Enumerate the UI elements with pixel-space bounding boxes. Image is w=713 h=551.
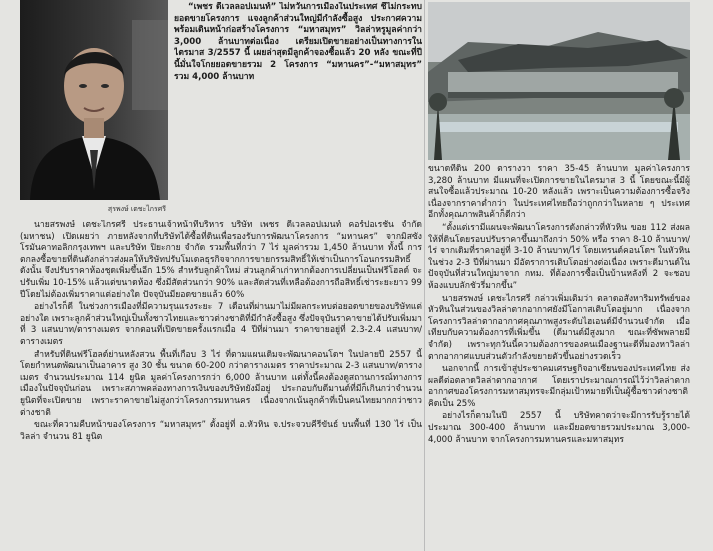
paragraph: ขนาดที่ดิน 200 ตารางวา ราคา 35-45 ล้านบาท มูลค่าโครงการ 3,280 ล้านบาท มีแผนที่จะเปิดการขายในไตรมาส 3 นี้ โดยขณะนี้มีผู้สนใจซื้อแล้วประมาณ 10-20 หลังแล้ว เพราะเป็นความต้องการซื้อจริง เนื่องจากราคาต่ำกว่า ในประเทศไทยถือว่าถูกกว่าในหลาย ๆ ประเทศ อีกทั้งคุณภาพสินค้าก็ดีกว่า bbox=[428, 164, 690, 221]
paragraph: อย่างไรก็ตามในปี 2557 นี้ บริษัทคาดว่าจะมีการรับรู้รายได้ประมาณ 300-400 ล้านบาท และมียอดขายรวมประมาณ 3,000-4,000 ล้านบาท จากโครงการมหานครและมหาสมุทร bbox=[428, 411, 690, 445]
executive-portrait-photo bbox=[20, 0, 168, 200]
paragraph: สำหรับที่ดินฟรีโฮลด์ย่านหลังสวน พื้นที่เกือบ 3 ไร่ ที่ตามแผนเดิมจะพัฒนาคอนโดฯ ในปลายปี 2557 นี้ โดยกำหนดพัฒนาเป็นอาคาร สูง 30 ชั้น ขนาด 60-200 กว่าตารางเมตร ราคาประมาณ 2-3 แสนบาท/ตารางเมตร จำนวนประมาณ 114 ยูนิต มูลค่าโครงการกว่า 6,000 ล้านบาท แต่ทั้งนี้คงต้องดูสถานการณ์ทางการเมืองในปัจจุบันก่อน เพราะสภาพคล่องทางการเงินของบริษัทยังมีอยู่ ประกอบกับดีมานด์ที่มีก็เกินกว่าจำนวนยูนิตที่จะเปิดขาย เพราะราคาขายไม่สูงกว่าโครงการมหานคร เนื่องจากเน้นลูกค้าที่เป็นคนไทยมากกว่าชาวต่างชาติ bbox=[20, 349, 422, 418]
paragraph: “ตั้งแต่เรามีแผนจะพัฒนาโครงการดังกล่าวที่หัวหิน ขอย 112 ส่งผลให้ที่ดินโดยรอบปรับราคาขึ้นมาถึงกว่า 50% หรือ ราคา 8-10 ล้านบาท/ไร่ จากเดิมที่ราคาอยู่ที่ 3-10 ล้านบาท/ไร่ โดยเทรนด์คอนโดฯ ในหัวหินในช่วง 2-3 ปีที่ผ่านมา มีอัตราการเติบโตอย่างต่อเนื่อง เพราะดีมานด์ในปัจจุบันที่ส่วนใหญ่มาจาก กทม. ที่ต้องการซื้อเป็นบ้านหลังที่ 2 จะชอบห้องแบบลักชัวรี่มากขึ้น” bbox=[428, 222, 690, 291]
article-column-2 bbox=[428, 164, 690, 551]
paragraph: นายสรพงษ์ เตชะไกรศรี กล่าวเพิ่มเติมว่า ตลาดอสังหาริมทรัพย์ของหัวหินในส่วนของวิลล่าตากอากาศยังมีโอกาสเติบโตอยู่มาก เนื่องจากโครงการวิลล่าตากอากาศคุณภาพสูงระดับไฮเอนด์มีจำนวนจำกัด เมื่อเทียบกับความต้องการที่เพิ่มขึ้น (ดีมานด์มีสูงมาก ขณะที่ซัพพลายมีจำกัด) เพราะทุกวันนี้ความต้องการของคนเมืองฐานะดีที่มองหาวิลล่าตากอากาศแบบส่วนตัวกำลังขยายตัวขึ้นอย่างรวดเร็ว bbox=[428, 293, 690, 362]
article-lead bbox=[174, 2, 422, 94]
article-column-1 bbox=[20, 220, 422, 551]
column-divider bbox=[424, 0, 425, 551]
photo-caption: สุรพงษ์ เตชะไกรศรี bbox=[107, 205, 166, 213]
paragraph: อย่างไรก็ดี ในช่วงการเมืองที่มีความรุนแรงระยะ 7 เดือนที่ผ่านมาไม่มีผลกระทบต่อยอดขายของบริษัทแต่อย่างใด เพราะลูกค้าส่วนใหญ่เป็นทั้งชาวไทยและชาวต่างชาติที่มีกำลังซื้อสูง ซึ่งปัจจุบันราคาขายได้ปรับเพิ่มมาที่ 3 แสนบาท/ตารางเมตร จากตอนที่เปิดขายครั้งแรกเมื่อ 4 ปีที่ผ่านมา ราคาขายอยู่ที่ 2.3-2.4 แสนบาท/ตารางเมตร bbox=[20, 302, 422, 347]
villa-project-photo bbox=[428, 2, 690, 160]
paragraph: นอกจากนี้ การเข้าสู่ประชาคมเศรษฐกิจอาเซียนของประเทศไทย ส่งผลดีต่อตลาดวิลล่าตากอากาศ โดยเราประมาณการณ์ไว้ว่าวิลล่าตากอากาศของโครงการมหาสมุทรจะมีกลุ่มเป้าหมายที่เป็นผู้ซื้อชาวต่างชาติคิดเป็น 25% bbox=[428, 364, 690, 409]
paragraph: นายสรพงษ์ เตชะไกรศรี ประธานเจ้าหน้าที่บริหาร บริษัท เพชร ดีเวลลอปเมนท์ คอร์ปอเรชั่น จำกัด (มหาชน) เปิดเผยว่า ภายหลังจากที่บริษัทได้ซื้อที่ดินเพื่อรองรับการพัฒนาโครงการ “มหานคร” จากมิสซังโรมันคาทอลิกกรุงเทพฯ และบริษัท ปิยะกาย จำกัด รวมพื้นที่กว่า 7 ไร่ มูลค่ารวม 1,450 ล้านบาท ทั้งนี้ การตกลงซื้อขายที่ดินดังกล่าวส่งผลให้บริษัทปรับโมเดลธุรกิจจากการขายกรรมสิทธิ์ให้เช่าเป็นการโอนกรรมสิทธิ์ ดังนั้น จึงปรับราคาห้องชุดเพิ่มขึ้นอีก 15% สำหรับลูกค้าใหม่ ส่วนลูกค้าเก่าหากต้องการเปลี่ยนเป็นฟรีโฮลด์ จะปรับเพิ่ม 10-15% แล้วแต่ขนาดห้อง ซึ่งมีสัดส่วนกว่า 90% และสัดส่วนที่เหลือต้องการถือสิทธิ์เช่าระยะยาว 99 ปีโดยไม่ต้องเพิ่มราคาแต่อย่างใด ปัจจุบันมียอดขายแล้ว 60% bbox=[20, 220, 422, 300]
paragraph: ขณะที่ความคืบหน้าของโครงการ “มหาสมุทร” ตั้งอยู่ที่ อ.หัวหิน จ.ประจวบคีรีขันธ์ บนพื้นที่ 130 ไร่ เป็นวิลล่า จำนวน 81 ยูนิต bbox=[20, 420, 422, 442]
lead-paragraph: “เพชร ดีเวลลอปเมนท์” ไม่หวั่นการเมืองในประเทศ ชี้ไม่กระทบยอดขายโครงการ แจงลูกค้าส่วนใหญ่มีกำลังซื้อสูง ประกาศความพร้อมเดินหน้าก่อสร้างโครงการ “มหาสมุทร” วิลล่าหรูมูลค่ากว่า 3,000 ล้านบาทต่อเนื่อง เตรียมเปิดขายอย่างเป็นทางการในไตรมาส 3/2557 นี้ เผยล่าสุดมีลูกค้าจองซื้อแล้ว 20 หลัง ขณะที่ปีนี้มั่นใจโกยยอดขายรวม 2 โครงการ “มหานคร”-“มหาสมุทร” รวม 4,000 ล้านบาท bbox=[174, 2, 422, 82]
